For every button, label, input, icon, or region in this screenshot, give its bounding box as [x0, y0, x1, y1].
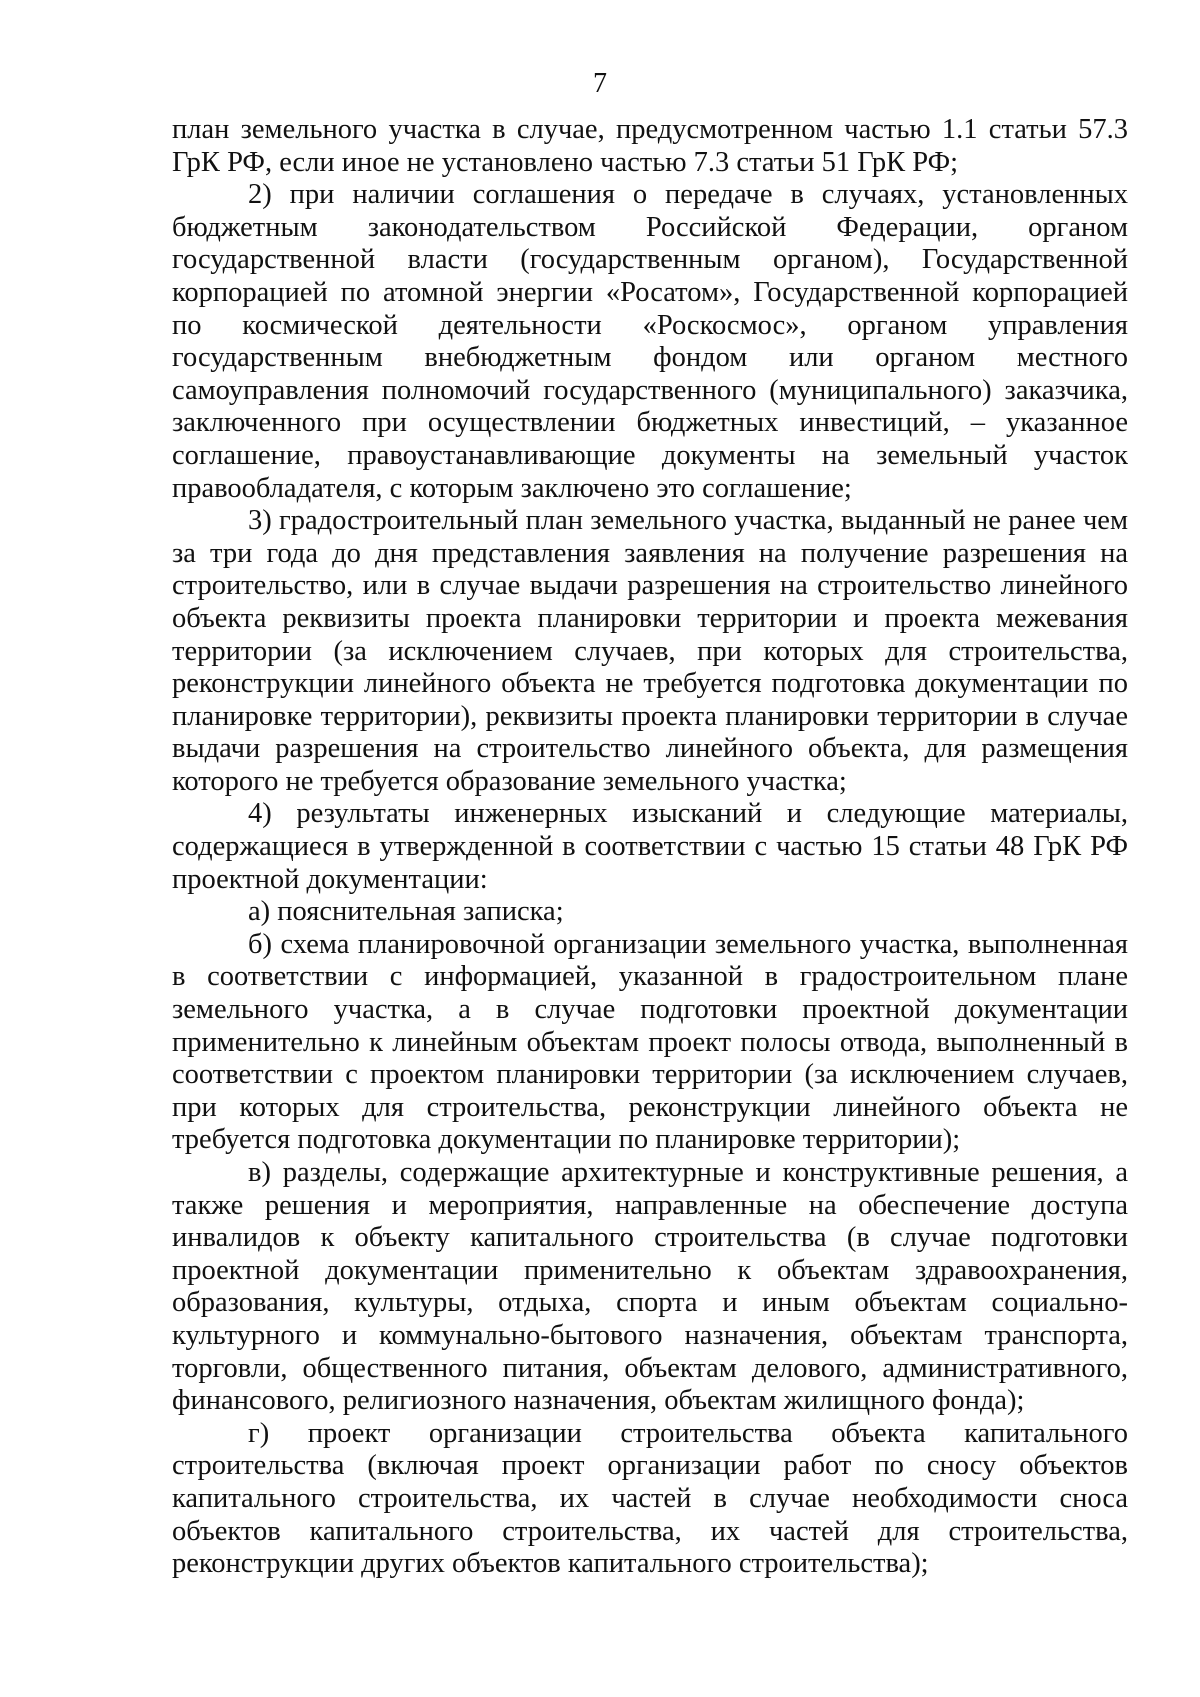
paragraph-item-2: 2) при наличии соглашения о передаче в случаях, установленных бюджетным законодательством Российской Федерации, органом государственной власти (государственным органом), Государственной корпорацией по атомной энергии «Росатом», Государственной корпорацией по космической деятельности «Роскосмос», органом управления государственным внебюджетным фондом или органом местного самоуправления полномочий государственного (муниципального) заказчика, заключенного при осуществлении бюджетных инвестиций, – указанное соглашение, правоустанавливающие документы на земельный участок правообладателя, с которым заключено это соглашение;: [172, 179, 1128, 504]
paragraph-subitem-b: б) схема планировочной организации земельного участка, выполненная в соответствии с информацией, указанной в градостроительном плане земельного участка, а в случае подготовки проектной документации применительно к линейным объектам проект полосы отвода, выполненный в соответствии с проектом планировки территории (за исключением случаев, при которых для строительства, реконструкции линейного объекта не требуется подготовка документации по планировке территории);: [172, 928, 1128, 1156]
paragraph-subitem-a: а) пояснительная записка;: [248, 896, 564, 928]
paragraph-subitem-v: в) разделы, содержащие архитектурные и конструктивные решения, а также решения и мероприятия, направленные на обеспечение доступа инвалидов к объекту капитального строительства (в случае подготовки проектной документации применительно к объектам здравоохранения, образования, культуры, отдыха, спорта и иным объектам социально-культурного и коммунально-бытового назначения, объектам транспорта, торговли, общественного питания, объектам делового, административного, финансового, религиозного назначения, объектам жилищного фонда);: [172, 1157, 1128, 1417]
paragraph-subitem-g: г) проект организации строительства объекта капитального строительства (включая проект организации работ по сносу объектов капитального строительства, их частей в случае необходимости сноса объектов капитального строительства, их частей для строительства, реконструкции других объектов капитального строительства);: [172, 1417, 1128, 1580]
document-body: [172, 114, 1128, 1581]
paragraph-item-4: 4) результаты инженерных изысканий и следующие материалы, содержащиеся в утвержденной в соответствии с частью 15 статьи 48 ГрК РФ проектной документации:: [172, 798, 1128, 895]
page-number: 7: [593, 68, 607, 99]
paragraph-item-3: 3) градостроительный план земельного участка, выданный не ранее чем за три года до дня представления заявления на получение разрешения на строительство, или в случае выдачи разрешения на строительство линейного объекта реквизиты проекта планировки территории и проекта межевания территории (за исключением случаев, при которых для строительства, реконструкции линейного объекта не требуется подготовка документации по планировке территории), реквизиты проекта планировки территории в случае выдачи разрешения на строительство линейного объекта, для размещения которого не требуется образование земельного участка;: [172, 505, 1128, 797]
paragraph-continuation: план земельного участка в случае, предусмотренном частью 1.1 статьи 57.3 ГрК РФ, если иное не установлено частью 7.3 статьи 51 ГрК РФ;: [172, 114, 1128, 178]
